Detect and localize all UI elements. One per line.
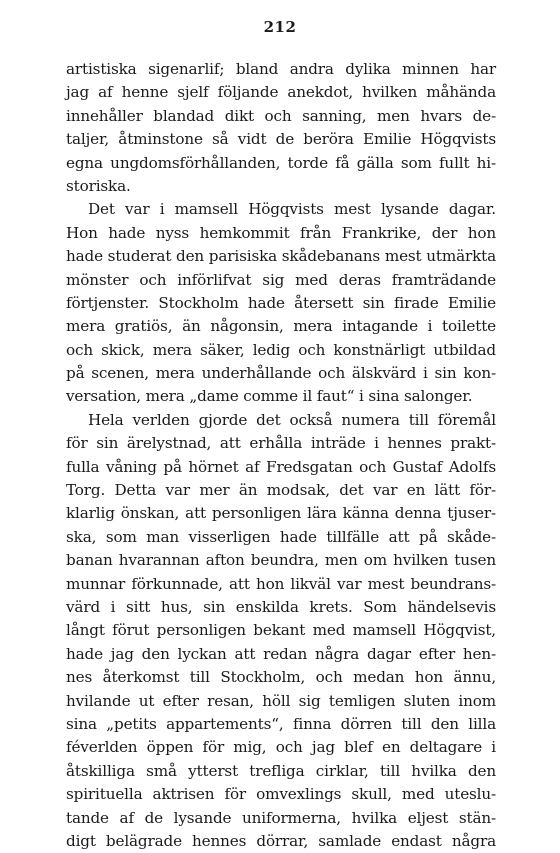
text-line: Hon hade nyss hemkommit från Frankrike, der hon	[66, 223, 496, 242]
text-line: ska, som man visserligen hade tillfälle att på skåde-	[66, 527, 496, 546]
text-line: taljer, åtminstone så vidt de beröra Emilie Högqvists	[66, 130, 496, 149]
text-line: artistiska sigenarlif; bland andra dylika minnen har	[66, 60, 496, 78]
text-line: hade jag den lyckan att redan några dagar efter hen-	[66, 644, 496, 663]
text-line: jag af henne sjelf följande anekdot, hvilken måhända	[66, 83, 496, 102]
text-line: egna ungdomsförhållanden, torde få gälla som fullt hi-	[66, 153, 496, 172]
text-line: hvilande ut efter resan, höll sig temligen sluten inom	[66, 691, 496, 710]
paragraph	[66, 198, 496, 409]
text-line: fulla våning på hörnet af Fredsgatan och Gustaf Adolfs	[66, 457, 496, 476]
text-line: åtskilliga små ytterst trefliga cirklar, till hvilka den	[66, 761, 496, 780]
text-line: digt belägrade hennes dörrar, samlade endast några	[66, 831, 496, 850]
text-line: förtjenster. Stockholm hade återsett sin firade Emilie	[66, 293, 496, 312]
text-line: sina „petits appartements“, finna dörren till den lilla	[66, 714, 496, 733]
text-line: Hela verlden gjorde det också numera till föremål	[88, 410, 496, 429]
text-line: spirituella aktrisen för omvexlings skull, med uteslu-	[66, 785, 496, 804]
paragraph	[66, 409, 496, 853]
page-number: 212	[263, 18, 297, 36]
text-line: banan hvarannan afton beundra, men om hvilken tusen	[66, 551, 496, 570]
text-line: versation, mera „dame comme il faut“ i sina salonger.	[66, 387, 473, 406]
text-line: innehåller blandad dikt och sanning, men hvars de-	[66, 106, 496, 125]
text-line: Det var i mamsell Högqvists mest lysande dagar.	[88, 200, 496, 219]
text-line: mera gratiös, än någonsin, mera intagande i toilette	[66, 317, 496, 336]
text-line: tande af de lysande uniformerna, hvilka eljest stän-	[66, 808, 496, 827]
text-line: långt förut personligen bekant med mamsell Högqvist,	[66, 621, 496, 640]
text-line: storiska.	[66, 176, 131, 195]
text-line: mönster och införlifvat sig med deras framträdande	[66, 270, 496, 289]
text-line: på scenen, mera underhållande och älskvärd i sin kon-	[66, 364, 496, 383]
paragraph	[66, 58, 496, 198]
text-line: nes återkomst till Stockholm, och medan hon ännu,	[66, 668, 496, 687]
text-line: Torg. Detta var mer än modsak, det var en lätt för-	[66, 481, 496, 500]
body-text	[66, 58, 496, 853]
text-line: värd i sitt hus, sin enskilda krets. Som händelsevis	[66, 597, 496, 616]
text-line: klarlig önskan, att personligen lära känna denna tjuser-	[66, 504, 496, 523]
text-line: féverlden öppen för mig, och jag blef en deltagare i	[66, 738, 496, 757]
text-line: hade studerat den parisiska skådebanans mest utmärkta	[66, 247, 496, 266]
text-line: och skick, mera säker, ledig och konstnärligt utbildad	[66, 340, 496, 359]
text-line: för sin ärelystnad, att erhålla inträde i hennes prakt-	[66, 434, 496, 453]
text-line: munnar förkunnade, att hon likväl var mest beundrans-	[66, 574, 496, 593]
